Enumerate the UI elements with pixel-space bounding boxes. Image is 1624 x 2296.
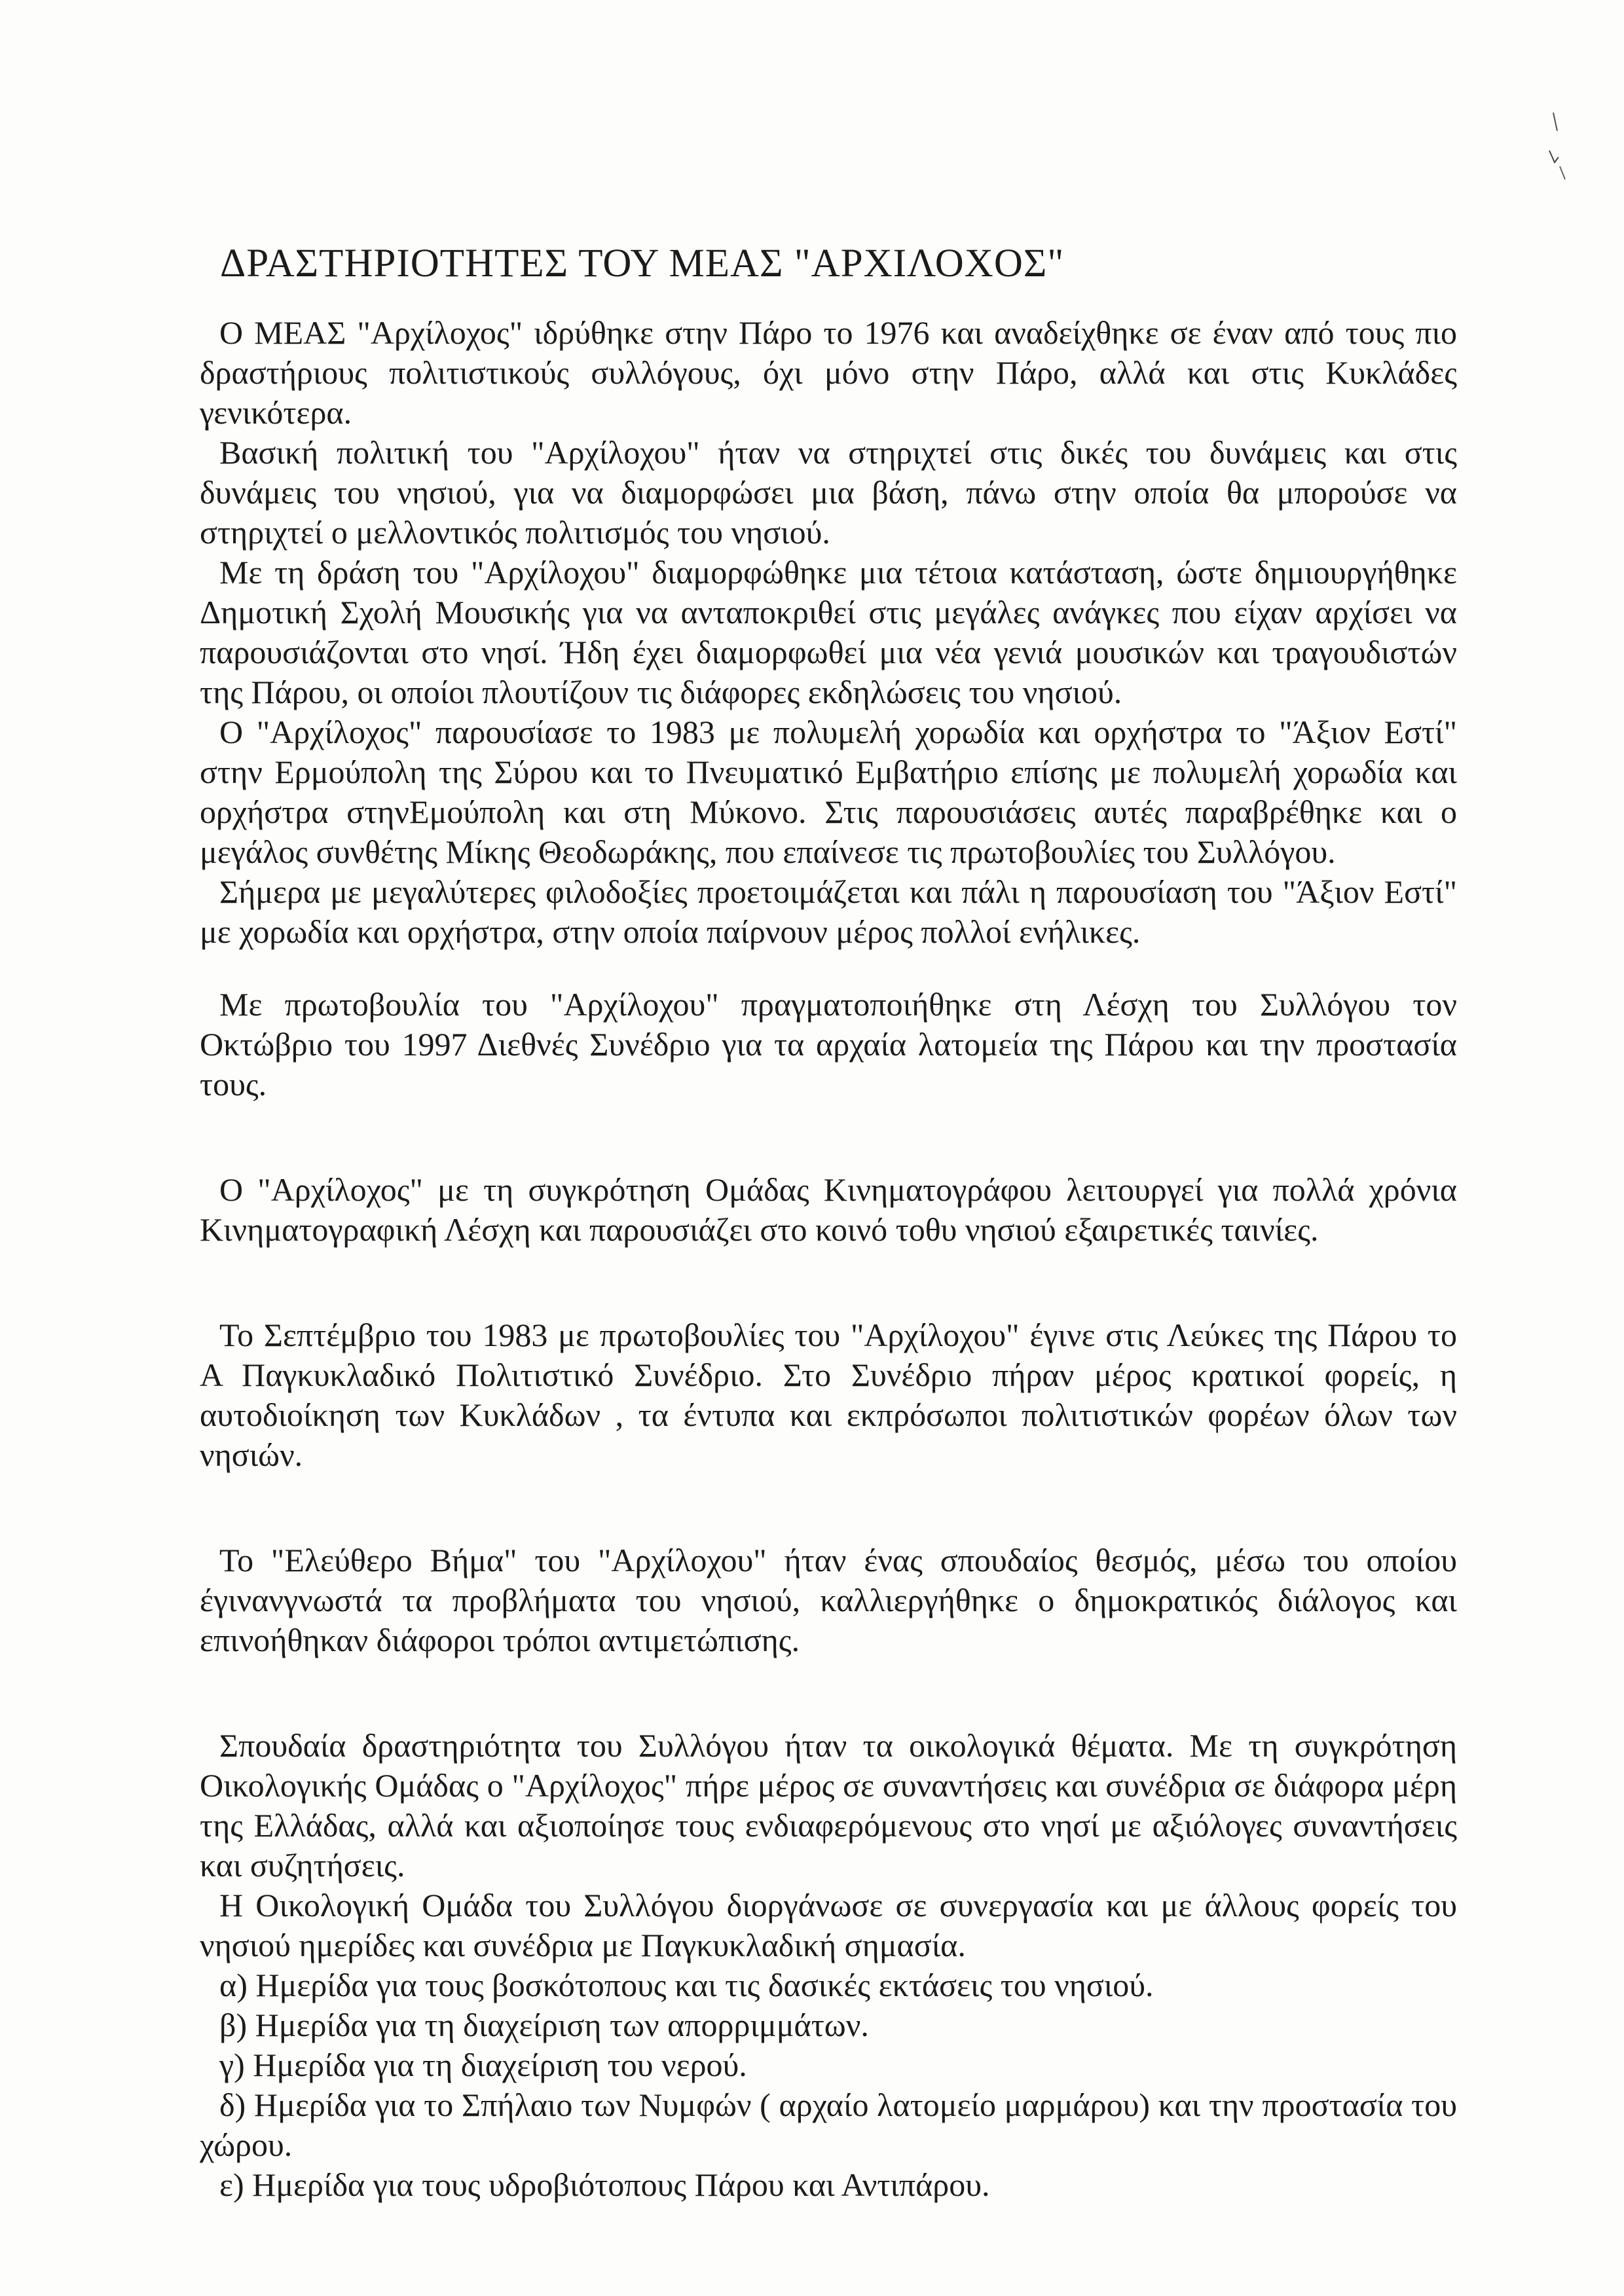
paragraph-ecology-group: Η Οικολογική Ομάδα του Συλλόγου διοργάνωσε σε συνεργασία και με άλλους φορείς του νησιού ημερίδες και συνέδρια με Παγκυκλαδική σημασία. (200, 1887, 1457, 1963)
list-item: δ) Ημερίδα για το Σπήλαιο των Νυμφών ( αρχαίο λατομείο μαρμάρου) και την προστασία του χώρου. (200, 2086, 1457, 2163)
list-item: ε) Ημερίδα για τους υδροβιότοπους Πάρου και Αντιπάρου. (219, 2166, 990, 2203)
scan-artifact-marks (1545, 111, 1572, 183)
paragraph-music-school: Με τη δράση του "Αρχίλοχου" διαμορφώθηκε μια τέτοια κατάσταση, ώστε δημιουργήθηκε Δημοτική Σχολή Μουσικής για να ανταποκριθεί στις μεγάλες ανάγκες που είχαν αρχίσει να παρουσιάζονται στο νησί. Ήδη έχει διαμορφωθεί μια νέα γενιά μουσικών και τραγουδιστών της Πάρου, οι οποίοι πλουτίζουν τις διάφορες εκδηλώσεις του νησιού. (200, 554, 1457, 710)
paragraph-founding: Ο ΜΕΑΣ "Αρχίλοχος" ιδρύθηκε στην Πάρο το 1976 και αναδείχθηκε σε έναν από τους πιο δραστήριους πολιτιστικούς συλλόγους, όχι μόνο στην Πάρο, αλλά και στις Κυκλάδες γενικότερα. (200, 314, 1457, 431)
paragraph-axion-esti-1983: Ο "Αρχίλοχος" παρουσίασε το 1983 με πολυμελή χορωδία και ορχήστρα το "Άξιον Εστί" στην Ερμούπολη της Σύρου και το Πνευματικό Εμβατήριο επίσης με πολυμελή χορωδία και ορχήστρα στηνΕμούπολη και στη Μύκονο. Στις παρουσιάσεις αυτές παραβρέθηκε και ο μεγάλος συνθέτης Μίκης Θεοδωράκης, που επαίνεσε τις πρωτοβουλίες του Συλλόγου. (200, 714, 1457, 870)
document-body (200, 313, 1457, 2205)
paragraph-cinema-club: Ο "Αρχίλοχος" με τη συγκρότηση Ομάδας Κινηματογράφου λειτουργεί για πολλά χρόνια Κινηματογραφική Λέσχη και παρουσιάζει στο κοινό τοθυ νησιού εξαιρετικές ταινίες. (200, 1171, 1457, 1248)
paragraph-quarries-congress: Με πρωτοβουλία του "Αρχίλοχου" πραγματοποιήθηκε στη Λέσχη του Συλλόγου τον Οκτώβριο του 1997 Διεθνές Συνέδριο για τα αρχαία λατομεία της Πάρου και την προστασία τους. (200, 986, 1457, 1102)
paragraph-policy: Βασική πολιτική του "Αρχίλοχου" ήταν να στηριχτεί στις δικές του δυνάμεις και στις δυνάμεις του νησιού, για να διαμορφώσει μια βάση, πάνω στην οποία θα μπορούσε να στηριχτεί ο μελλοντικός πολιτισμός του νησιού. (200, 434, 1457, 551)
list-item: β) Ημερίδα για τη διαχείριση των απορριμμάτων. (219, 2007, 869, 2043)
paragraph-free-tribune: Το "Ελεύθερο Βήμα" του "Αρχίλοχου" ήταν ένας σπουδαίος θεσμός, μέσω του οποίου έγινανγνωστά τα προβλήματα του νησιού, καλλιεργήθηκε ο δημοκρατικός διάλογος και επινοήθηκαν διάφοροι τρόποι αντιμετώπισης. (200, 1542, 1457, 1658)
paragraph-axion-esti-today: Σήμερα με μεγαλύτερες φιλοδοξίες προετοιμάζεται και πάλι η παρουσίαση του "Άξιον Εστί" με χορωδία και ορχήστρα, στην οποία παίρνουν μέρος πολλοί ενήλικες. (200, 873, 1457, 950)
paragraph-cycladic-congress: Το Σεπτέμβριο του 1983 με πρωτοβουλίες του "Αρχίλοχου" έγινε στις Λεύκες της Πάρου το Α Παγκυκλαδικό Πολιτιστικό Συνέδριο. Στο Συνέδριο πήραν μέρος κρατικοί φορείς, η αυτοδιοίκηση των Κυκλάδων , τα έντυπα και εκπρόσωποι πολιτιστικών φορέων όλων των νησιών. (200, 1317, 1457, 1473)
list-item: α) Ημερίδα για τους βοσκότοπους και τις δασικές εκτάσεις του νησιού. (219, 1967, 1154, 2003)
document-title: ΔΡΑΣΤΗΡΙΟΤΗΤΕΣ ΤΟΥ ΜΕΑΣ "ΑΡΧΙΛΟΧΟΣ" (220, 242, 1065, 285)
paragraph-ecology: Σπουδαία δραστηριότητα του Συλλόγου ήταν τα οικολογικά θέματα. Με τη συγκρότηση Οικολογικής Ομάδας ο "Αρχίλοχος" πήρε μέρος σε συναντήσεις και συνέδρια σε διάφορα μέρη της Ελλάδας, αλλά και αξιοποίησε τους ενδιαφερόμενους στο νησί με αξιόλογες συναντήσεις και συζητήσεις. (200, 1727, 1457, 1884)
list-item: γ) Ημερίδα για τη διαχείριση του νερού. (219, 2047, 747, 2083)
